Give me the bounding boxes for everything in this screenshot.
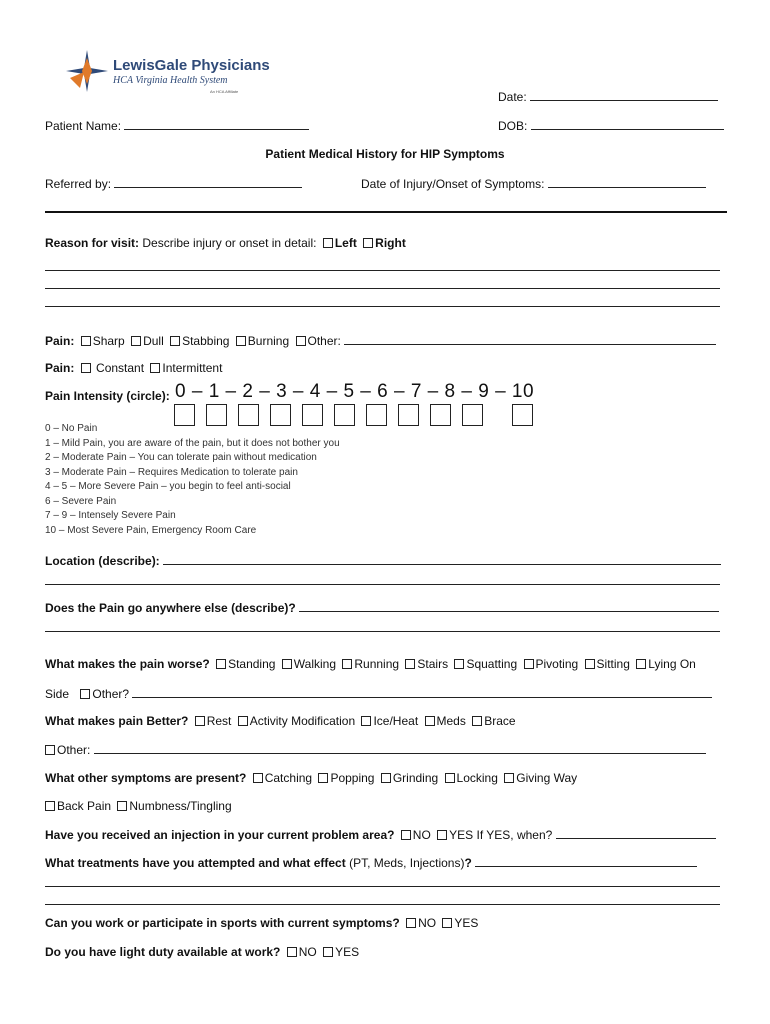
work-no-checkbox[interactable]	[406, 918, 416, 928]
intensity-box[interactable]	[398, 404, 419, 426]
sitting-label: Sitting	[596, 657, 630, 671]
light-duty-no-label: NO	[298, 945, 317, 959]
stairs-label: Stairs	[417, 657, 449, 671]
running-label: Running	[354, 657, 400, 671]
locking-label: Locking	[456, 771, 498, 785]
constant-checkbox[interactable]	[81, 363, 91, 373]
popping-label: Popping	[330, 771, 375, 785]
intensity-legend	[45, 422, 340, 538]
injection-yes-checkbox[interactable]	[437, 830, 447, 840]
grinding-label: Grinding	[392, 771, 439, 785]
injection-no-checkbox[interactable]	[401, 830, 411, 840]
reason-line-1[interactable]	[45, 270, 720, 271]
work-yes-checkbox[interactable]	[442, 918, 452, 928]
referred-by-label: Referred by:	[45, 177, 112, 191]
worse-other-field[interactable]	[132, 686, 712, 698]
catching-label: Catching	[264, 771, 313, 785]
other-pain-checkbox[interactable]	[296, 336, 306, 346]
intermittent-checkbox[interactable]	[150, 363, 160, 373]
locking-checkbox[interactable]	[445, 773, 455, 783]
location-label: Location (describe):	[45, 554, 160, 568]
date-row	[498, 89, 718, 104]
stabbing-label: Stabbing	[182, 334, 230, 348]
referred-by-row	[45, 176, 302, 191]
walking-label: Walking	[293, 657, 337, 671]
section-divider	[45, 211, 727, 213]
rest-checkbox[interactable]	[195, 716, 205, 726]
dob-field[interactable]	[531, 118, 724, 130]
ice-heat-label: Ice/Heat	[373, 714, 419, 728]
legend-item: 0 – No Pain	[45, 423, 98, 434]
injection-when-field[interactable]	[556, 827, 716, 839]
pain-type-label: Pain:	[45, 334, 75, 348]
legend-item: 4 – 5 – More Severe Pain – you begin to feel anti-social	[45, 481, 291, 492]
better-label: What makes pain Better?	[45, 714, 189, 728]
meds-label: Meds	[436, 714, 466, 728]
side-label: Side	[45, 687, 70, 701]
location-row	[45, 553, 721, 568]
back-pain-checkbox[interactable]	[45, 801, 55, 811]
squatting-checkbox[interactable]	[454, 659, 464, 669]
numbness-checkbox[interactable]	[117, 801, 127, 811]
burning-checkbox[interactable]	[236, 336, 246, 346]
reason-line-3[interactable]	[45, 306, 720, 307]
patient-name-field[interactable]	[124, 118, 309, 130]
dob-label: DOB:	[498, 119, 528, 133]
other-pain-field[interactable]	[344, 333, 716, 345]
worse-label: What makes the pain worse?	[45, 657, 210, 671]
sharp-checkbox[interactable]	[81, 336, 91, 346]
standing-checkbox[interactable]	[216, 659, 226, 669]
light-duty-row	[45, 945, 359, 959]
intensity-box[interactable]	[430, 404, 451, 426]
symptoms-label: What other symptoms are present?	[45, 771, 247, 785]
form-title: Patient Medical History for HIP Symptoms	[265, 147, 505, 161]
pain-type-row	[45, 333, 716, 348]
sharp-label: Sharp	[92, 334, 125, 348]
worse-other-label: Other?	[92, 687, 130, 701]
reason-row	[45, 236, 406, 250]
location-field[interactable]	[163, 553, 721, 565]
brand-subtitle: HCA Virginia Health System	[113, 75, 228, 86]
rest-label: Rest	[206, 714, 232, 728]
pivoting-checkbox[interactable]	[524, 659, 534, 669]
worse-other-checkbox[interactable]	[80, 689, 90, 699]
reason-line-2[interactable]	[45, 288, 720, 289]
reason-label: Reason for visit:	[45, 236, 140, 250]
left-checkbox[interactable]	[323, 238, 333, 248]
treatments-q: ?	[464, 856, 472, 870]
other-pain-label: Other:	[307, 334, 341, 348]
treatments-field[interactable]	[475, 855, 697, 867]
pain-pattern-label: Pain:	[45, 361, 75, 375]
radiate-line-2[interactable]	[45, 631, 720, 632]
legend-item: 7 – 9 – Intensely Severe Pain	[45, 510, 176, 521]
patient-name-row	[45, 118, 309, 133]
legend-item: 3 – Moderate Pain – Requires Medication to tolerate pain	[45, 466, 298, 478]
numbness-label: Numbness/Tingling	[129, 799, 232, 813]
activity-mod-label: Activity Modification	[249, 714, 356, 728]
squatting-label: Squatting	[466, 657, 518, 671]
lying-on-checkbox[interactable]	[636, 659, 646, 669]
walking-checkbox[interactable]	[282, 659, 292, 669]
better-row	[45, 714, 516, 728]
light-duty-yes-label: YES	[335, 945, 360, 959]
grinding-checkbox[interactable]	[381, 773, 391, 783]
injury-date-label: Date of Injury/Onset of Symptoms:	[361, 177, 545, 191]
brand-name: LewisGale Physicians	[113, 57, 270, 74]
light-duty-no-checkbox[interactable]	[287, 947, 297, 957]
radiate-row	[45, 600, 719, 615]
legend-item: 10 – Most Severe Pain, Emergency Room Care	[45, 524, 257, 536]
right-checkbox[interactable]	[363, 238, 373, 248]
treatments-line-2[interactable]	[45, 886, 720, 887]
work-no-label: NO	[418, 916, 437, 930]
worse-row-2	[45, 686, 712, 701]
treatments-paren: (PT, Meds, Injections)	[349, 856, 465, 870]
radiate-field[interactable]	[299, 600, 719, 612]
dull-checkbox[interactable]	[131, 336, 141, 346]
back-pain-label: Back Pain	[57, 799, 112, 813]
better-other-label: Other:	[57, 743, 91, 757]
work-label: Can you work or participate in sports with current symptoms?	[45, 916, 400, 930]
intensity-box[interactable]	[462, 404, 483, 426]
standing-label: Standing	[228, 657, 276, 671]
date-field[interactable]	[530, 89, 718, 101]
intensity-box[interactable]	[512, 404, 533, 426]
meds-checkbox[interactable]	[425, 716, 435, 726]
reason-text: Describe injury or onset in detail:	[142, 236, 317, 250]
intensity-label: Pain Intensity (circle):	[45, 389, 170, 403]
patient-name-label: Patient Name:	[45, 119, 122, 133]
stairs-checkbox[interactable]	[405, 659, 415, 669]
left-label: Left	[334, 236, 357, 250]
popping-checkbox[interactable]	[318, 773, 328, 783]
treatments-line-3[interactable]	[45, 904, 720, 905]
legend-item: 1 – Mild Pain, you are aware of the pain, but it does not bother you	[45, 437, 340, 449]
work-row	[45, 916, 478, 930]
pain-pattern-row	[45, 361, 222, 375]
worse-row	[45, 657, 696, 671]
better-row-2	[42, 742, 706, 757]
location-line-2[interactable]	[45, 584, 720, 585]
better-other-field[interactable]	[94, 742, 706, 754]
activity-mod-checkbox[interactable]	[238, 716, 248, 726]
dob-row	[498, 118, 724, 133]
light-duty-label: Do you have light duty available at work?	[45, 945, 281, 959]
catching-checkbox[interactable]	[253, 773, 263, 783]
injection-label: Have you received an injection in your current problem area?	[45, 828, 395, 842]
brace-checkbox[interactable]	[472, 716, 482, 726]
injury-date-field[interactable]	[548, 176, 706, 188]
radiate-label: Does the Pain go anywhere else (describe)?	[45, 601, 296, 615]
right-label: Right	[375, 236, 406, 250]
pivoting-label: Pivoting	[535, 657, 579, 671]
work-yes-label: YES	[454, 916, 479, 930]
brand-tagline: An HCA Affiliate	[210, 89, 239, 94]
treatments-label: What treatments have you attempted and what effect	[45, 856, 346, 870]
dull-label: Dull	[143, 334, 164, 348]
symptoms-row	[45, 771, 577, 785]
injury-date-row	[361, 176, 706, 191]
running-checkbox[interactable]	[342, 659, 352, 669]
lying-on-label: Lying On	[648, 657, 696, 671]
sitting-checkbox[interactable]	[585, 659, 595, 669]
brace-label: Brace	[484, 714, 516, 728]
stabbing-checkbox[interactable]	[170, 336, 180, 346]
legend-item: 6 – Severe Pain	[45, 495, 117, 507]
date-label: Date:	[498, 90, 527, 104]
ice-heat-checkbox[interactable]	[361, 716, 371, 726]
better-other-checkbox[interactable]	[45, 745, 55, 755]
light-duty-yes-checkbox[interactable]	[323, 947, 333, 957]
injection-row	[45, 827, 716, 842]
symptoms-row-2	[42, 799, 232, 813]
giving-way-checkbox[interactable]	[504, 773, 514, 783]
burning-label: Burning	[247, 334, 290, 348]
injection-no-label: NO	[412, 828, 431, 842]
giving-way-label: Giving Way	[516, 771, 578, 785]
constant-label: Constant	[96, 361, 145, 375]
referred-by-field[interactable]	[114, 176, 302, 188]
intensity-scale: 0 – 1 – 2 – 3 – 4 – 5 – 6 – 7 – 8 – 9 – 10	[175, 381, 535, 402]
intermittent-label: Intermittent	[162, 361, 223, 375]
logo-star-icon	[62, 48, 112, 94]
treatments-row	[45, 855, 697, 870]
legend-item: 2 – Moderate Pain – You can tolerate pain without medication	[45, 452, 317, 463]
injection-yes-label: YES If YES, when?	[449, 828, 553, 842]
intensity-box[interactable]	[366, 404, 387, 426]
